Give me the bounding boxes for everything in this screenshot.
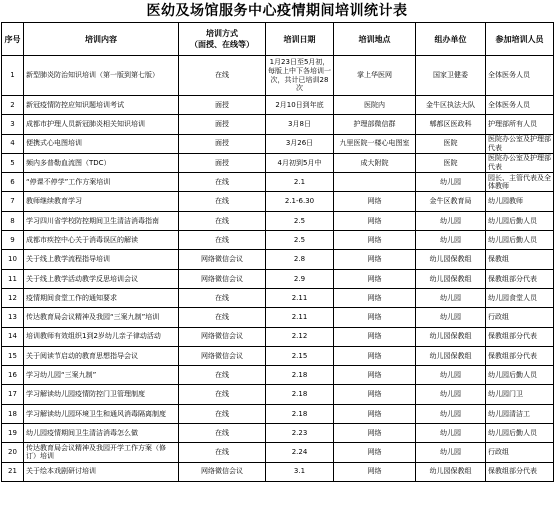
cell-location: 网络 [334,385,416,404]
cell-index: 16 [2,366,24,385]
table-row [2,211,554,230]
cell-location: 网络 [334,443,416,462]
cell-content: 学习四川省学校防控期间卫生清洁消毒指南 [24,211,179,230]
cell-index: 19 [2,424,24,443]
cell-content: 学习解读幼儿园环境卫生和通风消毒隔离制度 [24,404,179,423]
cell-participants: 幼儿园后勤人员 [486,231,554,250]
cell-date: 2.24 [266,443,334,462]
header-date: 培训日期 [266,23,334,56]
table-row [2,385,554,404]
cell-content: 学习幼儿园“三案九制” [24,366,179,385]
cell-date: 2.18 [266,366,334,385]
cell-date: 2.9 [266,269,334,288]
table-row [2,115,554,134]
cell-date: 1月23日至5月初，每版上中下各培训一次，共计已培训28次 [266,56,334,96]
cell-method: 面授 [179,96,266,115]
cell-location: 网络 [334,404,416,423]
cell-location: 网络 [334,250,416,269]
table-row [2,443,554,462]
cell-date: 2.11 [266,308,334,327]
cell-organizer: 幼儿园保教组 [416,269,486,288]
header-participants: 参加培训人员 [486,23,554,56]
cell-organizer: 国家卫健委 [416,56,486,96]
cell-organizer: 幼儿园 [416,173,486,192]
cell-participants: 保教组部分代表 [486,346,554,365]
cell-content: 频内多普勒血流图（TDC） [24,153,179,172]
cell-date: 2.1-6.30 [266,192,334,211]
cell-content: 成都市护理人员新冠肺炎相关知识培训 [24,115,179,134]
cell-content: 关于线上教学流程指导培训 [24,250,179,269]
cell-participants: 幼儿园后勤人员 [486,366,554,385]
table-row [2,308,554,327]
cell-participants: 幼儿园教师 [486,192,554,211]
cell-location: 网络 [334,346,416,365]
cell-organizer: 幼儿园 [416,231,486,250]
cell-participants: 医院办公室及护理部代表 [486,134,554,153]
header-location: 培训地点 [334,23,416,56]
cell-organizer: 幼儿园保教组 [416,462,486,481]
cell-index: 20 [2,443,24,462]
cell-participants: 护理部所有人员 [486,115,554,134]
cell-organizer: 幼儿园 [416,211,486,230]
cell-organizer: 幼儿园 [416,443,486,462]
cell-location: 网络 [334,327,416,346]
cell-participants: 保教组 [486,250,554,269]
cell-index: 21 [2,462,24,481]
cell-location: 网络 [334,192,416,211]
table-row [2,231,554,250]
cell-location: 网络 [334,231,416,250]
cell-date: 2.8 [266,250,334,269]
cell-location: 网络 [334,366,416,385]
cell-method: 面授 [179,153,266,172]
cell-date: 3月8日 [266,115,334,134]
cell-method: 在线 [179,192,266,211]
cell-index: 15 [2,346,24,365]
cell-organizer: 郫都区医政科 [416,115,486,134]
cell-content: 关于阅读节启动的教育思想指导会议 [24,346,179,365]
header-index: 序号 [2,23,24,56]
cell-location: 九里医院一楼心电图室 [334,134,416,153]
cell-location: 网络 [334,424,416,443]
cell-index: 5 [2,153,24,172]
cell-index: 9 [2,231,24,250]
training-statistics-table [1,22,554,482]
cell-content: 培训教师有效组织1到2岁幼儿亲子律动活动 [24,327,179,346]
table-row [2,192,554,211]
cell-method: 面授 [179,115,266,134]
cell-method: 在线 [179,366,266,385]
cell-content: 关于线上教学活动教学反思培训会议 [24,269,179,288]
cell-location: 网络 [334,462,416,481]
cell-location: 网络 [334,269,416,288]
header-content: 培训内容 [24,23,179,56]
cell-date: 2.23 [266,424,334,443]
cell-participants: 保教组部分代表 [486,462,554,481]
cell-organizer: 幼儿园 [416,308,486,327]
cell-index: 17 [2,385,24,404]
table-row [2,288,554,307]
table-row [2,269,554,288]
cell-participants: 全体医务人员 [486,56,554,96]
cell-location: 成大附院 [334,153,416,172]
cell-participants: 全体医务人员 [486,96,554,115]
cell-organizer: 幼儿园 [416,288,486,307]
cell-content: 新冠疫情防控应知识题培训考试 [24,96,179,115]
table-row [2,96,554,115]
cell-content: 传达教育局会议精神及我园开学工作方案（修订）培训 [24,443,179,462]
cell-index: 12 [2,288,24,307]
cell-content: 教师继续教育学习 [24,192,179,211]
cell-participants: 幼儿园后勤人员 [486,211,554,230]
cell-date: 2.18 [266,404,334,423]
cell-method: 网络微信会议 [179,327,266,346]
cell-participants: 医院办公室及护理部代表 [486,153,554,172]
cell-method: 在线 [179,443,266,462]
cell-date: 2月10日到年底 [266,96,334,115]
cell-organizer: 幼儿园保教组 [416,346,486,365]
cell-date: 2.15 [266,346,334,365]
table-row [2,327,554,346]
cell-method: 网络微信会议 [179,346,266,365]
cell-location: 网络 [334,308,416,327]
cell-date: 2.12 [266,327,334,346]
cell-index: 10 [2,250,24,269]
header-organizer: 组办单位 [416,23,486,56]
cell-method: 在线 [179,231,266,250]
cell-organizer: 幼儿园 [416,366,486,385]
cell-participants: 幼儿园门卫 [486,385,554,404]
cell-index: 1 [2,56,24,96]
cell-method: 网络微信会议 [179,269,266,288]
cell-method: 在线 [179,211,266,230]
table-row [2,250,554,269]
header-method-sub: （面授、在线等） [190,40,254,49]
cell-content: 传达教育局会议精神及我园“三案九制”培训 [24,308,179,327]
cell-content: 便携式心电图培训 [24,134,179,153]
cell-date: 2.1 [266,173,334,192]
cell-date: 4月初到5月中 [266,153,334,172]
header-method [179,23,266,56]
cell-index: 13 [2,308,24,327]
cell-index: 11 [2,269,24,288]
cell-content: 学习解读幼儿园疫情防控门卫管理制度 [24,385,179,404]
cell-method: 网络微信会议 [179,462,266,481]
cell-index: 3 [2,115,24,134]
cell-organizer: 医院 [416,134,486,153]
cell-content: “停课不停学”工作方案培训 [24,173,179,192]
table-header-row [2,23,554,56]
cell-date: 3.1 [266,462,334,481]
cell-content: 关于绘本戏剧研讨培训 [24,462,179,481]
cell-method: 在线 [179,424,266,443]
table-row [2,424,554,443]
cell-location: 护理部微信群 [334,115,416,134]
table-row [2,56,554,96]
cell-participants: 保教组部分代表 [486,269,554,288]
table-row [2,346,554,365]
cell-date: 2.11 [266,288,334,307]
cell-organizer: 幼儿园 [416,424,486,443]
cell-index: 8 [2,211,24,230]
cell-organizer: 幼儿园 [416,385,486,404]
cell-method: 面授 [179,134,266,153]
cell-participants: 幼儿园食堂人员 [486,288,554,307]
header-method-label: 培训方式 [206,29,238,38]
cell-method: 在线 [179,56,266,96]
table-row [2,134,554,153]
cell-index: 4 [2,134,24,153]
cell-content: 新型肺炎防治知识培训（第一版到第七版） [24,56,179,96]
table-row [2,173,554,192]
table-row [2,366,554,385]
cell-participants: 幼儿园清洁工 [486,404,554,423]
cell-index: 18 [2,404,24,423]
table-row [2,404,554,423]
cell-location [334,173,416,192]
cell-location: 医院内 [334,96,416,115]
cell-location: 网络 [334,288,416,307]
cell-method: 在线 [179,404,266,423]
cell-method: 在线 [179,385,266,404]
cell-method: 在线 [179,308,266,327]
table-body [2,56,554,482]
cell-participants: 幼儿园后勤人员 [486,424,554,443]
cell-method: 在线 [179,288,266,307]
cell-organizer: 幼儿园保教组 [416,250,486,269]
cell-participants: 行政组 [486,308,554,327]
cell-index: 14 [2,327,24,346]
cell-participants: 行政组 [486,443,554,462]
cell-method: 在线 [179,173,266,192]
cell-content: 疫情期间食堂工作的通知要求 [24,288,179,307]
cell-date: 2.5 [266,231,334,250]
cell-organizer: 幼儿园保教组 [416,327,486,346]
cell-date: 3月26日 [266,134,334,153]
cell-date: 2.18 [266,385,334,404]
cell-index: 6 [2,173,24,192]
cell-organizer: 金牛区教育局 [416,192,486,211]
table-row [2,153,554,172]
cell-content: 成都市疾控中心关于消毒误区的解读 [24,231,179,250]
cell-date: 2.5 [266,211,334,230]
cell-participants: 园长、主管代表及全体教师 [486,173,554,192]
cell-content: 幼儿园疫情期间卫生清洁消毒怎么做 [24,424,179,443]
cell-location: 掌上华医网 [334,56,416,96]
table-row [2,462,554,481]
cell-organizer: 医院 [416,153,486,172]
cell-location: 网络 [334,211,416,230]
cell-organizer: 幼儿园 [416,404,486,423]
cell-organizer: 金牛区执法大队 [416,96,486,115]
cell-index: 7 [2,192,24,211]
cell-method: 网络微信会议 [179,250,266,269]
document-title: 医幼及场馆服务中心疫情期间培训统计表 [146,3,408,19]
cell-participants: 保教组部分代表 [486,327,554,346]
cell-index: 2 [2,96,24,115]
